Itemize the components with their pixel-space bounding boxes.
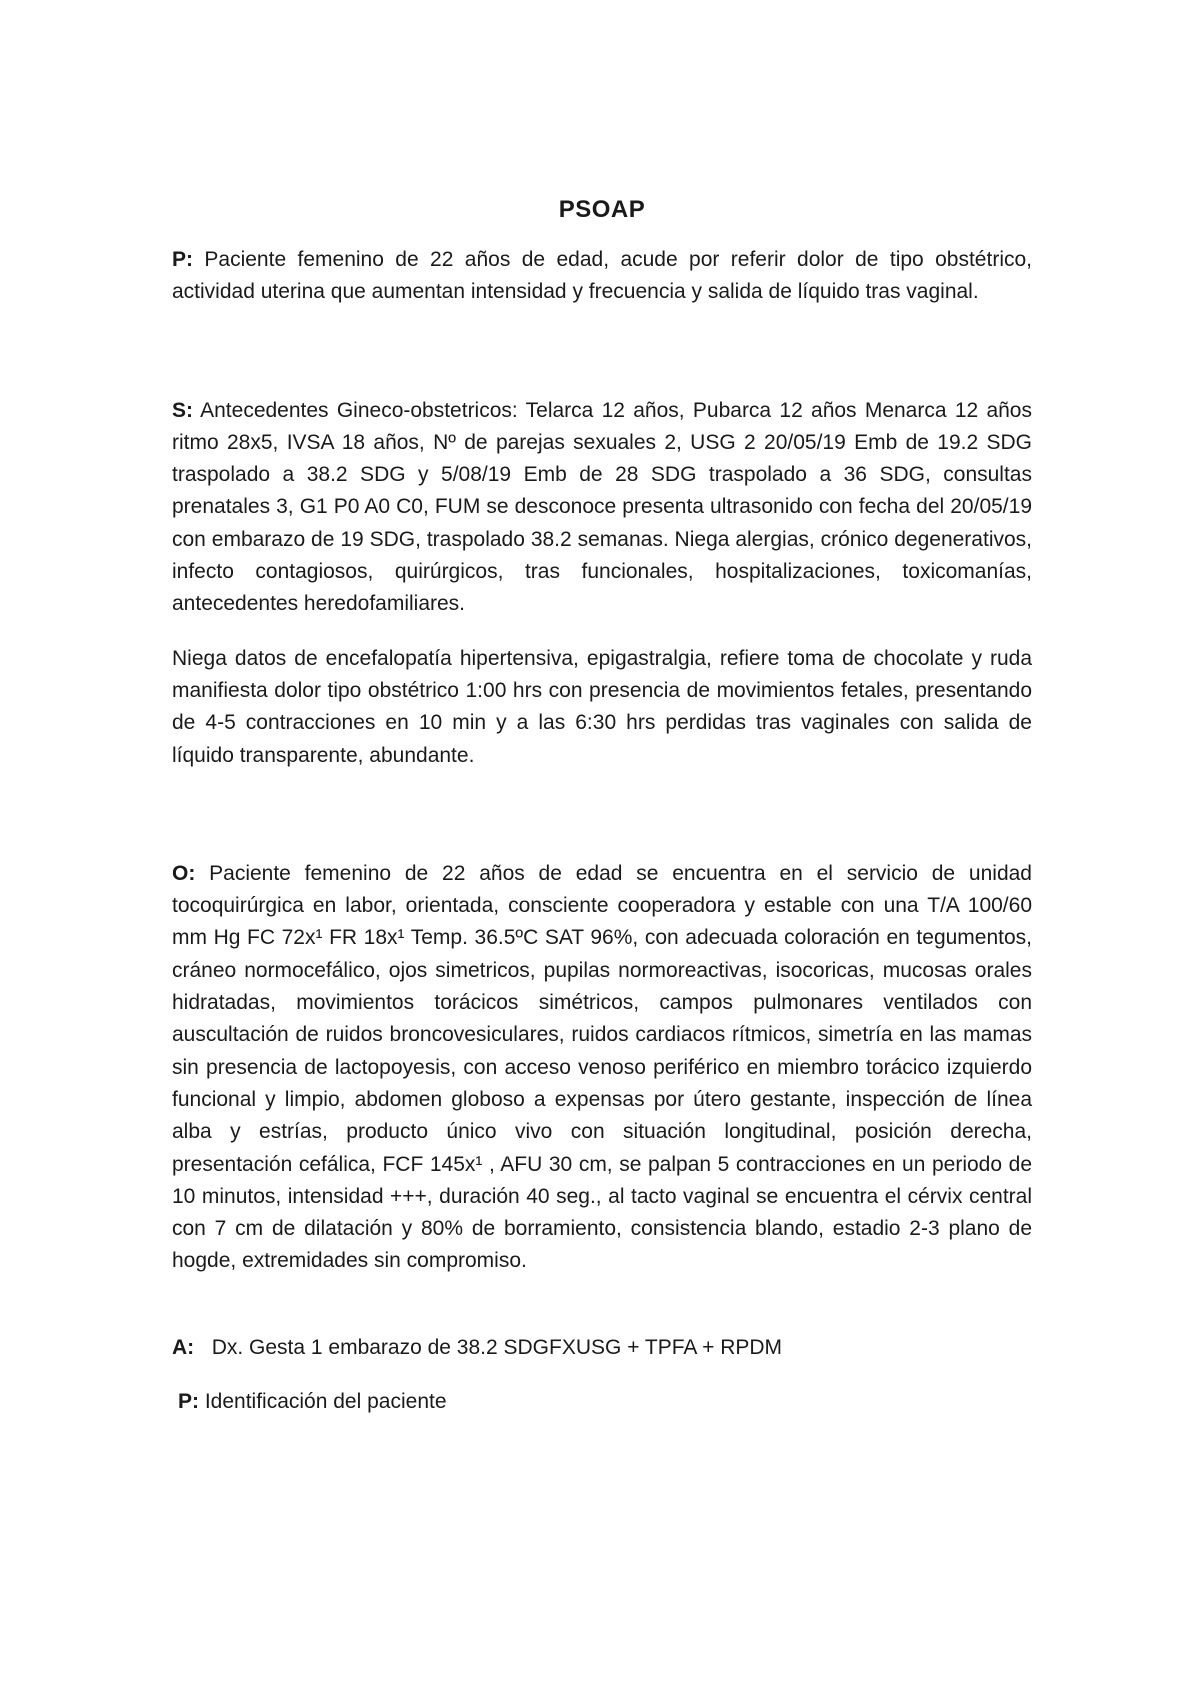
subjective-continued-text: Niega datos de encefalopatía hipertensiva, epigastralgia, refiere toma de chocolate y ruda manifiesta dolor tipo obstétrico 1:00 hrs con presencia de movimientos fetales, presentando de 4-5 contracciones en 10 min y a las 6:30 hrs perdidas tras vaginales con salida de líquido transparente, abundante. xyxy=(172,646,1032,767)
subjective-text: Antecedentes Gineco-obstetricos: Telarca 12 años, Pubarca 12 años Menarca 12 años ritmo 28x5, IVSA 18 años, Nº de parejas sexuales 2, USG 2 20/05/19 Emb de 19.2 SDG traspolado a 38.2 SDG y 5/08/19 Emb de 28 SDG traspolado a 36 SDG, consultas prenatales 3, G1 P0 A0 C0, FUM se desconoce presenta ultrasonido con fecha del 20/05/19 con embarazo de 19 SDG, traspolado 38.2 semanas. Niega alergias, crónico degenerativos, infecto contagiosos, quirúrgicos, tras funcionales, hospitalizaciones, toxicomanías, antecedentes heredofamiliares. xyxy=(172,398,1032,616)
assessment-paragraph xyxy=(172,1332,1032,1364)
spacer xyxy=(172,621,1032,643)
presentation-paragraph xyxy=(172,244,1032,309)
objective-paragraph xyxy=(172,858,1032,1278)
objective-text: Paciente femenino de 22 años de edad se encuentra en el servicio de unidad tocoquirúrgica en labor, orientada, consciente cooperadora y estable con una T/A 100/60 mm Hg FC 72x¹ FR 18x¹ Temp. 36.5ºC SAT 96%, con adecuada coloración en tegumentos, cráneo normocefálico, ojos simetricos, pupilas normoreactivas, isocoricas, mucosas orales hidratadas, movimientos torácicos simétricos, campos pulmonares ventilados con auscultación de ruidos broncovesiculares, ruidos cardiacos rítmicos, simetría en las mamas sin presencia de lactopoyesis, con acceso venoso periférico en miembro torácico izquierdo funcional y limpio, abdomen globoso a expensas por útero gestante, inspección de línea alba y estrías, producto único vivo con situación longitudinal, posición derecha, presentación cefálica, FCF 145x¹ , AFU 30 cm, se palpan 5 contracciones en un periodo de 10 minutos, intensidad +++, duración 40 seg., al tacto vaginal se encuentra el cérvix central con 7 cm de dilatación y 80% de borramiento, consistencia blando, estadio 2-3 plano de hogde, extremidades sin compromiso. xyxy=(172,861,1032,1273)
plan-paragraph xyxy=(172,1386,1032,1418)
o-label: O: xyxy=(172,861,196,885)
spacer xyxy=(172,1278,1032,1332)
subjective-paragraph xyxy=(172,395,1032,621)
p-label: P: xyxy=(172,248,193,271)
spacer xyxy=(172,772,1032,858)
document-title: PSOAP xyxy=(558,196,646,223)
plan-text: Identificación del paciente xyxy=(204,1390,447,1414)
document-page xyxy=(172,196,1032,1418)
presentation-text: Paciente femenino de 22 años de edad, acude por referir dolor de tipo obstétrico, actividad uterina que aumentan intensidad y frecuencia y salida de líquido tras vaginal. xyxy=(172,248,1032,304)
spacer xyxy=(172,1364,1032,1386)
a-label: A: xyxy=(172,1335,195,1359)
spacer xyxy=(172,309,1032,395)
plan-label: P: xyxy=(178,1390,199,1414)
s-label: S: xyxy=(172,398,193,422)
assessment-text: Dx. Gesta 1 embarazo de 38.2 SDGFXUSG + TPFA + RPDM xyxy=(211,1335,783,1359)
subjective-continued-paragraph xyxy=(172,643,1032,772)
